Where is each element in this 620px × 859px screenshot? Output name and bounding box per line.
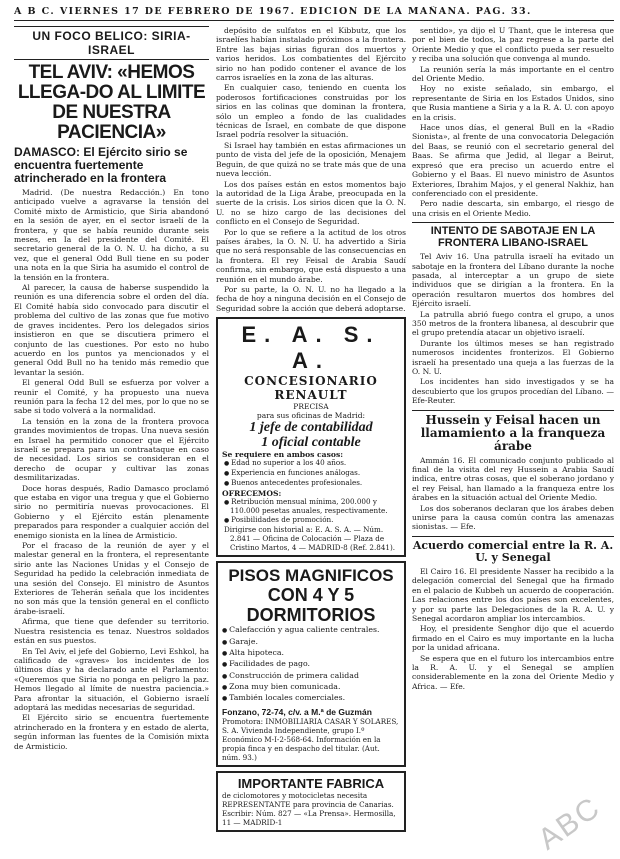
article-paragraph: Por el fracaso de la reunión de ayer y el malestar general en la frontera, el representante sirio ante las Naciones Unidas y el Consejo de Seguridad ha pedido la celebración inmediata de una sesión del Consejo. El ministro de Asuntos Exteriores de Teherán señala que los incidentes no son más que la tensión general en el conflicto árabe-israelí.: [14, 541, 209, 616]
article-paragraph: El Ejército sirio se encuentra fuertemente atrincherado en la frontera y en estado de alerta, según informan las fuentes de la Comisión mixta de Armisticio.: [14, 713, 209, 751]
pisos-promoter: Promotora: INMOBILIARIA CASAR Y SOLARES, S. A. Vivienda Independiente, grupo I.º Económico M-I-2-568-64. Información en la propia finca y en despacho del titular. (Aut. núm. 93.): [222, 717, 399, 763]
masthead: A B C. VIERNES 17 DE FEBRERO DE 1967. EDICION DE LA MAÑANA. PAG. 33.: [14, 6, 614, 21]
article-paragraph: Al parecer, la causa de haberse suspendido la reunión es una diferencia sobre el orden del día. El Comité había sido convocado para discutir el problema del cultivo de las zonas que fue motivo de graves incidentes. Pero los delegados sirios insistieron en que se discutiera primero el conjunto de las cuestiones. Por esto no hubo acuerdo en los puntos ya mencionados y el general Odd Bull no ha tenido más remedio que levantar la sesión.: [14, 283, 209, 377]
article-paragraph: La patrulla abrió fuego contra el grupo, a unos 350 metros de la frontera libanesa, al descubrir que el grupo pretendía atacar un objetivo israelí.: [412, 309, 614, 338]
pisos-feature: ● También locales comerciales.: [222, 693, 400, 704]
easa-needs: PRECISA: [293, 402, 329, 412]
article-paragraph: Ammán 16. El comunicado conjunto publicado al final de la visita del rey Hussein a Arabia Saudí indica, entre otras cosas, que el soberano jordano y el rey Feisal, han llamado a la franqueza entre los árabes en la situación actual del Oriente Medio.: [412, 455, 614, 503]
easa-job-2: 1 oficial contable: [261, 435, 361, 451]
pisos-ad: [216, 561, 406, 767]
easa-offer: ● Retribución mensual mínima, 200.000 y 110.000 pesetas anuales, respectivamente.: [222, 498, 400, 517]
easa-requirement: ● Experiencia en funciones análogas.: [222, 469, 400, 479]
importante-ad: [216, 771, 406, 832]
hussein-headline: Hussein y Feisal hacen un llamamiento a la franqueza árabe: [412, 410, 614, 453]
easa-requirement: ● Buenos antecedentes profesionales.: [222, 479, 400, 489]
easa-for: para sus oficinas de Madrid:: [256, 411, 366, 421]
pisos-title-2: CON 4 Y 5 DORMITORIOS: [246, 585, 376, 626]
article-paragraph: En cualquier caso, teniendo en cuenta los poderosos fortificaciones construidas por los sirios en las colinas que dominan la frontera, sólo un empleo a fondo de las cualidades técnicas de Israel, en combate de que dispone Israel podría resolver la situación.: [216, 83, 406, 140]
article-paragraph: depósito de sulfatos en el Kibbutz, que los israelíes habían instalado próximos a la frontera. Entre las bajas sirias figuran dos muertos y varios heridos. Los combatientes del Ejército sirio no han podido contener el avance de los carros israelíes en la zona de las alturas.: [216, 26, 406, 83]
abc-watermark: ABC: [532, 790, 608, 857]
easa-requirement: ● Edad no superior a los 40 años.: [222, 459, 400, 469]
kicker: UN FOCO BELICO: SIRIA-ISRAEL: [14, 26, 209, 60]
pisos-feature: ● Garaje.: [222, 637, 400, 648]
article-paragraph: Los dos soberanos declaran que los árabes deben unirse para la causa común contra las amenazas sionistas. — Efe.: [412, 503, 614, 532]
importante-title: IMPORTANTE FABRICA: [237, 776, 385, 792]
article-paragraph: Madrid. (De nuestra Redacción.) En tono anticipado vuelve a agravarse la tensión del Comité mixto de Armisticio, que Siria abandonó en la sesión de ayer, en el sector israelí de la frontera, y que se había reunido durante seis meses, en Ia del presidente del Comité. El secretario general de la O. N. U. ha dicho, a su vez, que el general Odd Bull tiene en su poder una nota en la que Siria ha asumido el control de la tensión en la frontera.: [14, 188, 209, 282]
easa-job-ad: [216, 317, 406, 557]
easa-brand: CONCESIONARIO RENAULT: [244, 374, 378, 403]
pisos-feature: ● Alta hipoteca.: [222, 648, 400, 659]
column-3: [412, 26, 614, 856]
pisos-address: Fonzano, 72-74, c/v. a M.ª de Guzmán: [222, 707, 372, 718]
easa-name: E. A. S. A.: [241, 322, 381, 374]
article-paragraph: Si Israel hay también en estas afirmaciones un punto de vista del jefe de la oposición, Menajem Beguin, de que quizá no se trate más que de una nueva lección.: [216, 140, 406, 179]
easa-job-1: 1 jefe de contabilidad: [249, 420, 373, 436]
subheadline: DAMASCO: El Ejército sirio se encuentra fuertemente atrincherado en la frontera: [14, 145, 188, 185]
column-2: [216, 26, 406, 856]
article-paragraph: El general Odd Bull se esfuerza por volver a reunir el Comité, y ha propuesto una nueva reunión para la fecha 12 del mes, por lo que no se sabe si todo volverá a la normalidad.: [14, 378, 209, 416]
main-headline: TEL AVIV: «HEMOS LLEGA-DO AL LIMITE DE NUESTRA PACIENCIA»: [17, 62, 206, 143]
article-paragraph: sentido», ya dijo el U Thant, que le interesa que por el bien de todos, la paz regrese a la parte del Oriente Medio y que el conflicto pueda ser resuelto y reciba una solución que convenga al mundo.: [412, 26, 614, 64]
pisos-feature: ● Calefacción y agua caliente centrales.: [222, 625, 400, 636]
article-paragraph: Afirma, que tiene que defender su territorio. Nuestra resistencia es tenaz. Nuestros soldados están en sus puestos.: [14, 617, 209, 646]
article-paragraph: Pero nadie descarta, sin embargo, el riesgo de una crisis en el Oriente Medio.: [412, 199, 614, 218]
pisos-title-1: PISOS MAGNIFICOS: [228, 566, 394, 586]
article-paragraph: Por lo que se refiere a la actitud de los otros países árabes, la O. N. U. ha advertido a Siria que no será responsable de las consecuencias en la frontera. El rey Feisal de Arabia Saudí confirma, sin embargo, que está dispuesto a una reunión en el mundo árabe.: [216, 227, 406, 284]
pisos-feature: ● Zona muy bien comunicada.: [222, 682, 400, 693]
importante-text: de ciclomotores y motocicletas necesita REPRESENTANTE para provincia de Canarias. Escribir: Núm. 827 — «La Prensa». Hermosilla, 11 — MADRID-1: [222, 791, 396, 828]
article-paragraph: Los incidentes han sido investigados y se ha descubierto que los grupos procedían del Líbano. — Efe-Reuter.: [412, 377, 614, 406]
article-paragraph: Por su parte, la O. N. U. no ha llegado a la fecha de hoy a ninguna decisión en el Consejo de Seguridad sobre la acción que deberá adoptarse.: [216, 284, 406, 313]
easa-offer: ● Posibilidades de promoción.: [222, 516, 400, 526]
article-paragraph: La tensión en la zona de la frontera provoca grandes movimientos de tropas. Una nueva sesión en Israel ha permitido conocer que el Ejército israelí se prepara para un contraataque en caso de necesidad. Los sirios se consideran en el derecho de ocupar y cultivar las zonas desmilitarizadas.: [14, 416, 209, 483]
article-paragraph: La reunión sería la más importante en el centro del Oriente Medio.: [412, 64, 614, 84]
article-paragraph: Hoy no existe señalado, sin embargo, el representante de Siria en los Estados Unidos, sino que Rusia mantiene a Siria y a la R. A. U. con apoyo en la crisis.: [412, 84, 614, 122]
acuerdo-headline: Acuerdo comercial entre la R. A. U. y Senegal: [412, 536, 614, 564]
article-paragraph: Hoy, el presidente Senghor dijo que el acuerdo firmado en el Cairo es muy importante en la lucha por la unidad africana.: [412, 624, 614, 653]
column-1: [14, 26, 209, 856]
article-paragraph: Durante los últimos meses se han registrado numerosos incidentes fronterizos. El Gobierno israelí ha presentado una queja a las fuerzas de la O. N. U.: [412, 338, 614, 376]
article-paragraph: En Tel Aviv, el jefe del Gobierno, Levi Eshkol, ha calificado de «graves» los incidentes de los últimos días y ha declarado ante el Parlamento: «Queremos que Siria no ponga en peligro la paz. Hemos llegado al límite de nuestra paciencia.» Para afrontar la situación, el Gobierno israelí adoptará las medidas necesarias de seguridad.: [14, 646, 209, 712]
easa-contact: Dirigirse con historial a: E. A. S. A. — Núm. 2.841 — Oficina de Colocación — Plaza de Cristino Martos, 4 — MADRID-8 (Ref. 2.841).: [224, 524, 396, 552]
article-paragraph: Se espera que en el futuro los intercambios entre la R. A. U. y el Senegal se amplíen considerablemente en la zona del Oriente Medio y Africa. — Efe.: [412, 653, 614, 691]
pisos-feature: ● Construcción de primera calidad: [222, 671, 400, 682]
article-paragraph: Doce horas después, Radio Damasco proclamó que estaba en vigor una tregua y que el Gobierno sirio no permitiría nuevas provocaciones. El Gobierno y el Ejército están plenamente preparados para responder a cualquier acción del enemigo sionista en la línea de Armisticio.: [14, 483, 209, 540]
pisos-feature: ● Facilidades de pago.: [222, 659, 400, 670]
easa-req-title: Se requiere en ambos casos:: [222, 450, 344, 460]
article-paragraph: El Cairo 16. El presidente Nasser ha recibido a la delegación comercial del Senegal que ha firmado en el palacio de Kubbeh un acuerdo de cooperación. Las relaciones entre los dos países son excelentes, y por su parte las Delegaciones de la R. A. U. y Senegal acordaron ampliar los intercambios.: [412, 566, 614, 623]
easa-offer-title: OFRECEMOS:: [222, 488, 282, 498]
article-paragraph: Tel Aviv 16. Una patrulla israelí ha evitado un sabotaje en la frontera del Líbano durante la noche pasada, al interceptar a un grupo de siete individuos que se dirigían a la frontera. En la operación resultaron muertos dos hombres del Ejército israelí.: [412, 252, 614, 309]
article-paragraph: Hace unos días, el general Bull en la «Radio Sionista», al frente de una convocatoria Delegación del Baas, se reunió con el secretario general del Baas. Se afirma que Jedid, al llegar a Beirut, expresó que era preciso un acuerdo entre el Gobierno y el Baas. El nuevo ministro de Asuntos Exteriores, Ibrahim Majos, y el general Nakhiz, han conferenciado con el presidente.: [412, 123, 614, 198]
article-paragraph: Los dos países están en estos momentos bajo la autoridad de la Liga Árabe, preocupada en la suerte de la crisis. Los sirios dicen que la O. N. U. no se hizo cargo de las decisiones del conflicto en el Consejo de Seguridad.: [216, 179, 406, 227]
sabotaje-headline: INTENTO DE SABOTAJE EN LA FRONTERA LIBANO-ISRAEL: [412, 222, 614, 249]
